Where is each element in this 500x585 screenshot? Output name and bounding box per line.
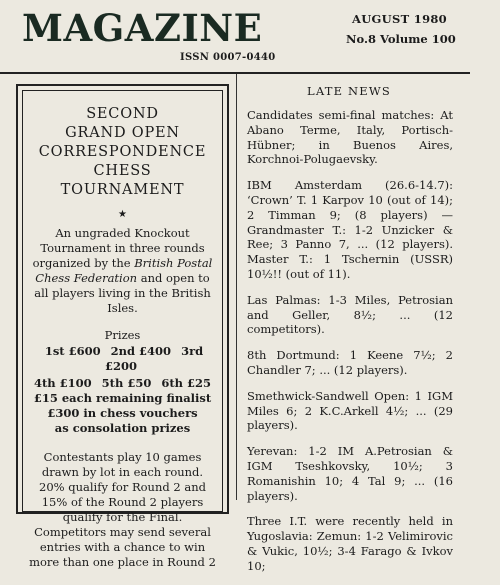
prizes-row [23, 376, 222, 391]
advert-title [23, 105, 222, 200]
news-item: Smethwick-Sandwell Open: 1 IGM Miles 6; 2 K.C.Arkell 4½; ... (29 players). [247, 388, 453, 433]
news-item: Yerevan: 1-2 IM A.Petrosian & IGM Tseshkovsky, 10½; 3 Romanishin 10; 4 Tal 9; ... (16 players). [247, 444, 453, 503]
prizes-row [23, 344, 222, 374]
advert-desc-text: and open to all players living in the British Isles. [34, 271, 211, 315]
prize-item: 3rd £200 [104, 344, 204, 373]
star-icon: ★ [118, 209, 127, 220]
advert-desc-text: An ungraded Knockout Tournament in three rounds organized by the [32, 226, 205, 270]
advert-description [23, 226, 222, 316]
tournament-advert [16, 84, 229, 569]
advert-title-line: SECOND [86, 106, 159, 122]
advert-title-line: TOURNAMENT [60, 182, 185, 198]
consolation-prize: as consolation prizes [54, 421, 191, 435]
prize-item: 1st £600 [44, 344, 101, 358]
voucher-prize: £300 in chess vouchers [47, 406, 198, 420]
news-item: Candidates semi-final matches: At Abano Terme, Italy, Portisch-Hübner; in Buenos Aires, Korchnoi-Polugaevsky. [247, 108, 453, 167]
advert-title-line: GRAND OPEN [65, 125, 180, 141]
issue-number: No.8 Volume 100 [346, 32, 456, 46]
late-news-heading: LATE NEWS [307, 84, 391, 98]
advert-title-line: CHESS [93, 163, 152, 179]
magazine-title: MAGAZINE [22, 6, 263, 50]
news-item: IBM Amsterdam (26.6-14.7): ‘Crown’ T. 1 Karpov 10 (out of 14); 2 Timman 9; (8 players) — Grandmaster T.: 1-2 Unzicker & Ree; 3 Panno 7, ... (12 players). Master T.: 1 Tschernin (USSR) 10½!! (out of 11). [247, 178, 453, 281]
issn-number: ISSN 0007-0440 [180, 52, 276, 63]
late-news-column [247, 108, 453, 585]
news-item: Three I.T. were recently held in Yugoslavia: Zemun: 1-2 Velimirovic & Vukic, 10½; 3-4 Farago & Ivkov 10; [247, 514, 453, 573]
column-divider [236, 74, 237, 500]
prize-item: 5th £50 [101, 376, 152, 390]
prizes-heading: Prizes [104, 328, 141, 342]
masthead-rule [0, 72, 470, 74]
advert-organizer: British Postal Chess Federation [35, 256, 213, 285]
advert-inner-frame [22, 90, 223, 569]
finalist-prize: £15 each remaining finalist [33, 391, 212, 405]
issue-date: AUGUST 1980 [352, 12, 447, 26]
prize-item: 6th £25 [161, 376, 212, 390]
advert-rules: Contestants play 10 games drawn by lot in each round. 20% qualify for Round 2 and 15% of the Round 2 players qualify for the Final. Competitors may send several entries with a chance to win more than one place in Round 2 [29, 450, 216, 569]
prize-item: 4th £100 [33, 376, 92, 390]
advert-title-line: CORRESPONDENCE [38, 144, 207, 160]
news-item: Las Palmas: 1-3 Miles, Petrosian and Geller, 8½; ... (12 competitors). [247, 292, 453, 337]
prize-item: 2nd £400 [110, 344, 172, 358]
news-item: 8th Dortmund: 1 Keene 7½; 2 Chandler 7; ... (12 players). [247, 348, 453, 377]
